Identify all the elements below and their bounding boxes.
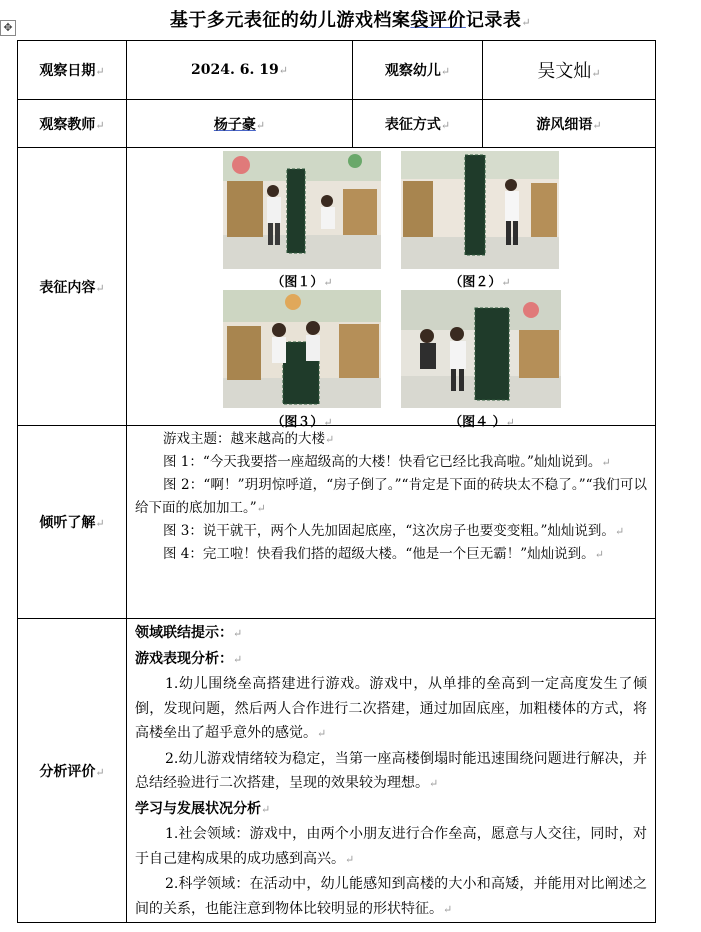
analysis-cell[interactable] [127, 619, 656, 923]
page-title: 基于多元表征的幼儿游戏档案袋评价记录表↵ [169, 10, 532, 31]
photo-3-caption: （图３）↵ [271, 414, 333, 430]
photo-4-caption: （图４ ）↵ [449, 414, 515, 430]
table-row [18, 41, 656, 100]
method-value[interactable]: 游风细语↵ [483, 100, 656, 148]
analysis-heading: 学习与发展状况分析↵ [135, 800, 271, 817]
teacher-value[interactable]: 杨子豪↵ [127, 100, 353, 148]
photo-3[interactable] [223, 290, 381, 408]
listen-paragraph: 图 4：完工啦！快看我们搭的超级大楼。“他是一个巨无霸！”灿灿说到。↵ [163, 546, 604, 562]
analysis-text [127, 619, 655, 922]
photo-grid [127, 149, 655, 430]
listen-paragraph: 游戏主题：越来越高的大楼↵ [163, 431, 335, 447]
analysis-heading: 领域联结提示：↵ [135, 625, 243, 641]
date-value[interactable]: 2024. 6. 19↵ [127, 41, 353, 100]
child-value[interactable]: 吴文灿↵ [483, 41, 656, 100]
table-row [18, 148, 656, 426]
listen-cell[interactable] [127, 426, 656, 619]
table-row [18, 619, 656, 923]
analysis-label: 分析评价↵ [18, 619, 127, 923]
analysis-paragraph: 1.社会领域：游戏中，由两个小朋友进行合作垒高，愿意与人交往，同时，对于自己建构成果的成功感到高兴。↵ [135, 826, 647, 867]
child-label: 观察幼儿↵ [353, 41, 483, 100]
analysis-paragraph: 2.幼儿游戏情绪较为稳定，当第一座高楼倒塌时能迅速围绕问题进行解决，并总结经验进行二次搭建，呈现的效果较为理想。↵ [135, 750, 647, 791]
listen-paragraph: 图 2：“啊！”玥玥惊呼道，“房子倒了。”“肯定是下面的砖块太不稳了。”“我们可以给下面的底加加工。”↵ [135, 477, 647, 516]
table-move-handle-icon[interactable]: ✥ [0, 20, 16, 36]
photo-2[interactable] [401, 151, 559, 269]
table-row [18, 100, 656, 148]
listen-label: 倾听了解↵ [18, 426, 127, 619]
table-row [18, 426, 656, 619]
photo-1[interactable] [223, 151, 381, 269]
photo-block-tower-icon [401, 151, 559, 269]
photo-4[interactable] [401, 290, 561, 408]
photo-1-caption: （图１）↵ [271, 274, 333, 290]
photo-block-tower-icon [401, 290, 561, 408]
date-label: 观察日期↵ [18, 41, 127, 100]
analysis-paragraph: 2.科学领域：在活动中，幼儿能感知到高楼的大小和高矮，并能用对比阐述之间的关系，也能注意到物体比较明显的形状特征。↵ [135, 876, 647, 917]
photos-cell [127, 148, 656, 430]
listen-text [127, 426, 655, 566]
analysis-heading: 游戏表现分析：↵ [135, 650, 243, 667]
teacher-label: 观察教师↵ [18, 100, 127, 148]
listen-paragraph: 图 1：“今天我要搭一座超级高的大楼！快看它已经比我高啦。”灿灿说到。↵ [163, 454, 611, 470]
listen-paragraph: 图 3：说干就干，两个人先加固起底座，“这次房子也要变变粗。”灿灿说到。↵ [163, 523, 625, 539]
photo-2-caption: （图２）↵ [449, 274, 511, 290]
photo-block-tower-icon [223, 151, 381, 269]
photo-block-tower-icon [223, 290, 381, 408]
method-label: 表征方式↵ [353, 100, 483, 148]
content-label: 表征内容↵ [18, 148, 127, 426]
analysis-paragraph: 1.幼儿围绕垒高搭建进行游戏。游戏中，从单排的垒高到一定高度发生了倾倒，发现问题，然后两人合作进行二次搭建，通过加固底座，加粗楼体的方式，将高楼垒出了超乎意外的感觉。↵ [135, 676, 647, 741]
record-table [17, 40, 656, 923]
